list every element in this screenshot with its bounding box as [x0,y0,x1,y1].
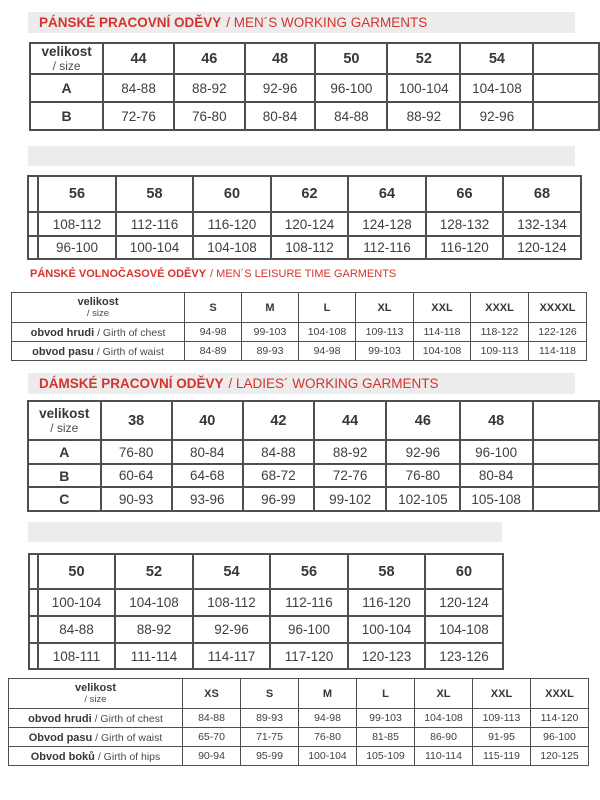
ladies-working-size-table-part2 [28,553,504,670]
size-header-cell: S [185,293,242,323]
measure-label-cell [12,323,185,342]
value-cell: 99-103 [242,323,299,342]
value-cell: 84-89 [185,342,242,361]
size-header-cell: S [241,679,299,709]
value-cell: 96-100 [531,728,589,747]
value-cell: 124-128 [348,212,426,236]
size-header-cell: XXL [414,293,471,323]
size-header-cell: 44 [314,401,386,440]
mens-working-title-bar [28,12,575,33]
size-header-cell: 68 [503,176,581,212]
corner-label: velikost [75,682,116,694]
table-row [9,747,589,766]
value-cell: 102-105 [386,487,459,511]
size-header-cell: 56 [270,554,348,589]
size-header-cell: M [299,679,357,709]
value-cell: 96-100 [38,236,116,259]
ladies-working-title-bar [28,373,575,394]
table-header-row [28,401,599,440]
size-header-cell: 58 [348,554,425,589]
corner-sublabel: / size [50,421,79,435]
size-header-cell: 52 [115,554,193,589]
value-cell: 81-85 [357,728,415,747]
corner-cell [9,679,183,709]
section-title-english: / MEN´S LEISURE TIME GARMENTS [210,268,397,280]
value-cell: 96-100 [315,74,387,102]
measure-label-czech: obvod hrudi [28,713,92,725]
value-cell: 104-108 [460,74,533,102]
value-cell: 114-117 [193,643,270,669]
corner-cell [12,293,185,323]
value-cell: 80-84 [460,464,533,487]
clipped-cell [533,464,599,487]
mens-working-size-table-part1 [29,42,600,131]
value-cell: 116-120 [348,589,425,616]
corner-cell [30,43,103,74]
value-cell: 100-104 [38,589,115,616]
mens-leisure-size-table [11,292,587,361]
value-cell: 84-88 [38,616,115,643]
row-label-cell: C [28,487,101,511]
value-cell: 116-120 [193,212,271,236]
size-header-cell: 56 [38,176,116,212]
value-cell: 99-103 [357,709,415,728]
clipped-cell [533,102,599,130]
corner-sublabel: / size [84,694,107,705]
value-cell: 89-93 [241,709,299,728]
size-header-cell: L [357,679,415,709]
value-cell: 104-108 [115,589,193,616]
value-cell: 104-108 [193,236,271,259]
separator-bar [28,146,575,166]
value-cell: 94-98 [185,323,242,342]
measure-label-cell [9,709,183,728]
table-row [30,74,599,102]
size-header-cell: 60 [193,176,271,212]
value-cell: 65-70 [183,728,241,747]
value-cell: 120-123 [348,643,425,669]
clipped-stub-cell [29,589,38,616]
value-cell: 117-120 [270,643,348,669]
value-cell: 108-112 [38,212,116,236]
value-cell: 128-132 [426,212,503,236]
value-cell: 118-122 [471,323,529,342]
value-cell: 108-112 [193,589,270,616]
value-cell: 100-104 [299,747,357,766]
size-header-cell: XXL [473,679,531,709]
measure-label-english: / Girth of waist [92,732,163,744]
value-cell: 76-80 [299,728,357,747]
corner-sublabel: / size [86,308,110,319]
value-cell: 120-124 [425,589,503,616]
section-title-czech: PÁNSKÉ VOLNOČASOVÉ ODĚVY [30,268,207,280]
value-cell: 90-94 [183,747,241,766]
size-header-cell: XXXL [531,679,589,709]
value-cell: 105-108 [460,487,533,511]
separator-bar [28,522,502,542]
clipped-stub-cell [28,236,38,259]
section-title-czech: PÁNSKÉ PRACOVNÍ ODĚVY [39,15,222,30]
value-cell: 91-95 [473,728,531,747]
value-cell: 94-98 [299,709,357,728]
value-cell: 92-96 [460,102,533,130]
value-cell: 122-126 [529,323,587,342]
value-cell: 92-96 [193,616,270,643]
measure-label-czech: Obvod pasu [28,732,93,744]
value-cell: 100-104 [348,616,425,643]
corner-cell [28,401,101,440]
table-row [28,464,599,487]
table-row [29,616,503,643]
size-header-cell: 38 [101,401,172,440]
size-header-cell: 54 [460,43,533,74]
value-cell: 120-125 [531,747,589,766]
size-header-cell: 66 [426,176,503,212]
value-cell: 114-118 [414,323,471,342]
table-row [12,342,587,361]
corner-sublabel: / size [52,59,81,73]
size-header-cell: 40 [172,401,243,440]
value-cell: 92-96 [386,440,459,464]
clipped-stub-cell [28,212,38,236]
corner-label: velikost [77,296,119,308]
value-cell: 92-96 [245,74,316,102]
value-cell: 95-99 [241,747,299,766]
clipped-stub-cell [29,643,38,669]
size-header-cell: 58 [116,176,193,212]
table-row [28,236,581,259]
value-cell: 123-126 [425,643,503,669]
value-cell: 108-112 [271,236,348,259]
measure-label-cell [9,728,183,747]
value-cell: 94-98 [299,342,356,361]
table-header-row [28,176,581,212]
value-cell: 76-80 [101,440,172,464]
table-header-row [30,43,599,74]
value-cell: 84-88 [183,709,241,728]
value-cell: 104-108 [299,323,356,342]
section-title-english: / MEN´S WORKING GARMENTS [226,15,428,30]
row-label-cell: A [30,74,103,102]
size-header-cell: 60 [425,554,503,589]
value-cell: 84-88 [103,74,174,102]
value-cell: 76-80 [174,102,245,130]
value-cell: 72-76 [103,102,174,130]
value-cell: 108-111 [38,643,115,669]
value-cell: 112-116 [348,236,426,259]
table-row [28,212,581,236]
size-header-cell: 50 [38,554,115,589]
measure-label-english: / Girth of chest [94,327,166,339]
measure-label-english: / Girth of hips [94,751,161,763]
measure-label-czech: obvod hrudi [30,327,95,339]
value-cell: 88-92 [115,616,193,643]
size-header-cell: M [242,293,299,323]
mens-leisure-title [30,266,396,282]
value-cell: 89-93 [242,342,299,361]
size-header-cell: 64 [348,176,426,212]
table-row [9,728,589,747]
corner-label: velikost [41,44,92,59]
value-cell: 99-102 [314,487,386,511]
clipped-cell [533,43,599,74]
value-cell: 104-108 [415,709,473,728]
value-cell: 120-124 [271,212,348,236]
clipped-stub-cell [28,176,38,212]
measure-label-cell [9,747,183,766]
row-label-cell: B [28,464,101,487]
value-cell: 99-103 [356,342,414,361]
value-cell: 114-120 [531,709,589,728]
value-cell: 100-104 [387,74,460,102]
value-cell: 132-134 [503,212,581,236]
size-header-cell: XXXL [471,293,529,323]
table-row [29,643,503,669]
size-header-cell: 50 [315,43,387,74]
value-cell: 80-84 [172,440,243,464]
size-header-cell: 46 [174,43,245,74]
value-cell: 112-116 [116,212,193,236]
clipped-stub-cell [29,554,38,589]
value-cell: 93-96 [172,487,243,511]
size-header-cell: XL [415,679,473,709]
row-label-cell: A [28,440,101,464]
table-row [28,440,599,464]
value-cell: 100-104 [116,236,193,259]
size-header-cell: XXXXL [529,293,587,323]
table-row [30,102,599,130]
value-cell: 88-92 [314,440,386,464]
value-cell: 64-68 [172,464,243,487]
table-header-row [29,554,503,589]
measure-label-czech: obvod pasu [32,346,94,358]
size-header-cell: XS [183,679,241,709]
value-cell: 104-108 [425,616,503,643]
clipped-cell [533,440,599,464]
size-header-cell: 54 [193,554,270,589]
table-header-row [9,679,589,709]
value-cell: 109-113 [473,709,531,728]
value-cell: 109-113 [471,342,529,361]
clipped-cell [533,74,599,102]
value-cell: 60-64 [101,464,172,487]
value-cell: 111-114 [115,643,193,669]
measure-label-english: / Girth of waist [93,346,164,358]
size-header-cell: XL [356,293,414,323]
value-cell: 84-88 [315,102,387,130]
value-cell: 114-118 [529,342,587,361]
clipped-stub-cell [29,616,38,643]
value-cell: 88-92 [174,74,245,102]
measure-label-czech: Obvod boků [30,751,95,763]
size-header-cell: 62 [271,176,348,212]
size-header-cell: L [299,293,356,323]
measure-label-cell [12,342,185,361]
value-cell: 115-119 [473,747,531,766]
value-cell: 86-90 [415,728,473,747]
table-header-row [12,293,587,323]
value-cell: 80-84 [245,102,316,130]
value-cell: 72-76 [314,464,386,487]
size-header-cell: 42 [243,401,314,440]
ladies-working-measure-table [8,678,589,766]
value-cell: 110-114 [415,747,473,766]
clipped-cell [533,401,599,440]
size-header-cell: 48 [460,401,533,440]
corner-label: velikost [39,406,90,421]
value-cell: 88-92 [387,102,460,130]
value-cell: 109-113 [356,323,414,342]
value-cell: 116-120 [426,236,503,259]
value-cell: 96-99 [243,487,314,511]
value-cell: 96-100 [460,440,533,464]
measure-label-english: / Girth of chest [91,713,163,725]
value-cell: 71-75 [241,728,299,747]
value-cell: 84-88 [243,440,314,464]
table-row [12,323,587,342]
row-label-cell: B [30,102,103,130]
value-cell: 76-80 [386,464,459,487]
table-row [28,487,599,511]
clipped-cell [533,487,599,511]
size-header-cell: 46 [386,401,459,440]
value-cell: 90-93 [101,487,172,511]
table-row [9,709,589,728]
size-header-cell: 44 [103,43,174,74]
value-cell: 68-72 [243,464,314,487]
mens-working-size-table-part2 [27,175,582,260]
size-header-cell: 52 [387,43,460,74]
section-title-english: / LADIES´ WORKING GARMENTS [228,376,439,391]
value-cell: 120-124 [503,236,581,259]
size-header-cell: 48 [245,43,316,74]
value-cell: 96-100 [270,616,348,643]
value-cell: 112-116 [270,589,348,616]
table-row [29,589,503,616]
ladies-working-size-table-part1 [27,400,600,512]
value-cell: 104-108 [414,342,471,361]
value-cell: 105-109 [357,747,415,766]
section-title-czech: DÁMSKÉ PRACOVNÍ ODĚVY [39,376,224,391]
